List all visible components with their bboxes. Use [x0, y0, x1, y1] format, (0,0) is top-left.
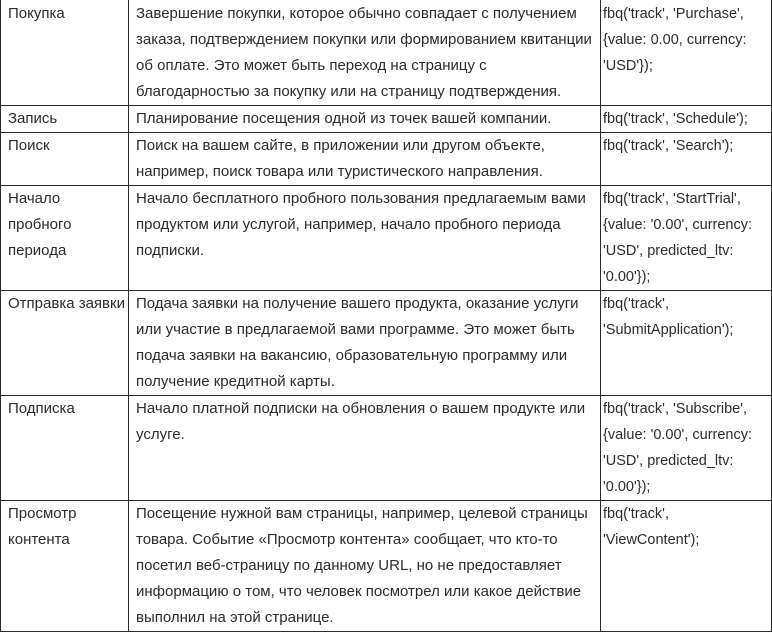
event-description-cell: Завершение покупки, которое обычно совпадает с получением заказа, подтверждением покупки или формированием квитанции об оплате. Это может быть переход на страницу с благодарностью за покупку или на страницу подтверждения.	[129, 0, 601, 106]
event-code-cell: fbq('track', 'Purchase', {value: 0.00, currency: 'USD'});	[601, 0, 772, 106]
table-row	[1, 501, 772, 632]
event-name-cell: Отправка заявки	[1, 291, 129, 396]
table-row	[1, 186, 772, 291]
event-name-cell: Запись	[1, 106, 129, 133]
event-code-cell: fbq('track', 'Search');	[601, 133, 772, 186]
table-row	[1, 396, 772, 501]
event-name-cell: Начало пробного периода	[1, 186, 129, 291]
table-row	[1, 0, 772, 106]
event-description-cell: Посещение нужной вам страницы, например, целевой страницы товара. Событие «Просмотр контента» сообщает, что кто-то посетил веб-страницу по данному URL, но не предоставляет информацию о том, что человек посмотрел или какое действие выполнил на этой странице.	[129, 501, 601, 632]
event-name-cell: Поиск	[1, 133, 129, 186]
table-row	[1, 133, 772, 186]
table-row	[1, 291, 772, 396]
event-name-cell: Подписка	[1, 396, 129, 501]
event-description-cell: Начало бесплатного пробного пользования предлагаемым вами продуктом или услугой, например, начало пробного периода подписки.	[129, 186, 601, 291]
event-description-cell: Планирование посещения одной из точек вашей компании.	[129, 106, 601, 133]
event-description-cell: Поиск на вашем сайте, в приложении или другом объекте, например, поиск товара или туристического направления.	[129, 133, 601, 186]
event-name-cell: Покупка	[1, 0, 129, 106]
event-code-cell: fbq('track', 'StartTrial', {value: '0.00', currency: 'USD', predicted_ltv: '0.00'});	[601, 186, 772, 291]
event-description-cell: Подача заявки на получение вашего продукта, оказание услуги или участие в предлагаемой вами программе. Это может быть подача заявки на вакансию, образовательную программу или получение кредитной карты.	[129, 291, 601, 396]
table-row	[1, 106, 772, 133]
event-code-cell: fbq('track', 'SubmitApplication');	[601, 291, 772, 396]
event-code-cell: fbq('track', 'Subscribe', {value: '0.00', currency: 'USD', predicted_ltv: '0.00'});	[601, 396, 772, 501]
event-code-cell: fbq('track', 'ViewContent');	[601, 501, 772, 632]
event-name-cell: Просмотр контента	[1, 501, 129, 632]
event-code-cell: fbq('track', 'Schedule');	[601, 106, 772, 133]
event-description-cell: Начало платной подписки на обновления о вашем продукте или услуге.	[129, 396, 601, 501]
